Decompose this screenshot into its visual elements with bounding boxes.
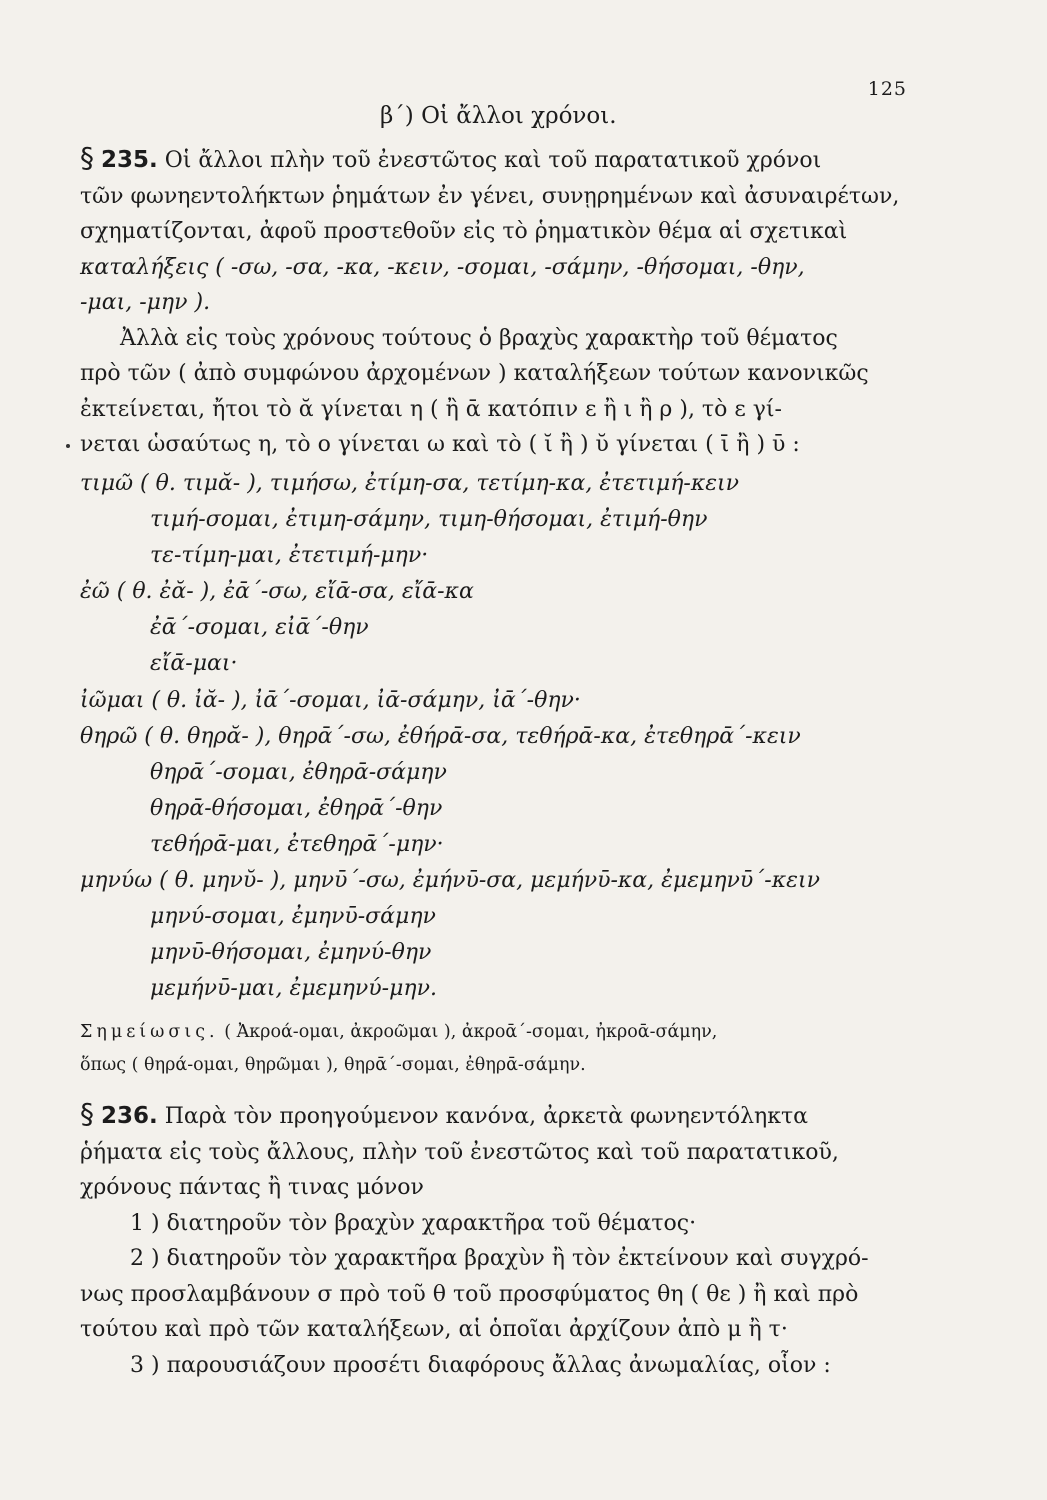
verb-line: θηρῶ ( θ. θηρᾰ- ), θηρᾱ΄-σω, ἐθήρᾱ-σα, τεθήρᾱ-κα, ἐτεθηρᾱ΄-κειν xyxy=(80,723,801,749)
note-label: Σημείωσις. xyxy=(80,1022,219,1042)
page-number: 125 xyxy=(867,78,907,100)
paragraph-236 xyxy=(80,1096,920,1383)
verb-line: μηνύω ( θ. μηνῠ- ), μηνῡ΄-σω, ἐμήνῡ-σα, μεμήνῡ-κα, ἐμεμηνῡ΄-κειν xyxy=(80,868,820,894)
note-row-1: ὅπως ( θηρά-ομαι, θηρῶμαι ), θηρᾱ΄-σομαι, ἐθηρᾱ-σάμην. xyxy=(80,1055,586,1075)
section-symbol: § xyxy=(80,141,94,174)
verb-line: εἴᾱ-μαι· xyxy=(150,651,238,677)
p235-row-3: καταλήξεις ( -σω, -σα, -κα, -κειν, -σομαι, -σάμην, -θήσομαι, -θην, xyxy=(80,254,805,280)
verb-line: ἐᾱ΄-σομαι, εἰᾱ΄-θην xyxy=(150,615,369,641)
p236-item-2: 2 ) διατηροῦν τὸν χαρακτῆρα βραχὺν ἢ τὸν ἐκτείνουν καὶ συγχρό- xyxy=(130,1246,869,1271)
section-symbol: § xyxy=(80,1097,94,1130)
verb-line: ἐῶ ( θ. ἐᾰ- ), ἐᾱ΄-σω, εἴᾱ-σα, εἴᾱ-κα xyxy=(80,579,474,605)
p235-row-1: τῶν φωνηεντολήκτων ῥημάτων ἐν γένει, συνῃρημένων καὶ ἀσυναιρέτων, xyxy=(80,183,900,209)
note-block xyxy=(80,1016,920,1082)
verb-line: τεθήρᾱ-μαι, ἐτεθηρᾱ΄-μην· xyxy=(150,831,444,857)
p236-item-3: 3 ) παρουσιάζουν προσέτι διαφόρους ἄλλας ἀνωμαλίας, οἷον : xyxy=(130,1352,831,1378)
verb-conjugation-table xyxy=(80,466,940,1007)
verb-line: τε-τίμη-μαι, ἐτετιμή-μην· xyxy=(150,543,429,569)
p235-row-4: -μαι, -μην ). xyxy=(80,290,211,315)
p235-row2-0: Ἀλλὰ εἰς τοὺς χρόνους τούτους ὁ βραχὺς χαρακτὴρ τοῦ θέματος xyxy=(120,325,838,351)
verb-line: ἰῶμαι ( θ. ἰᾰ- ), ἰᾱ΄-σομαι, ἰᾱ-σάμην, ἰᾱ΄-θην· xyxy=(80,687,581,713)
section-heading: β΄) Οἱ ἄλλοι χρόνοι. xyxy=(380,103,617,129)
paragraph-235 xyxy=(80,140,920,463)
p235-row2-2: ἐκτείνεται, ἤτοι τὸ ᾰ γίνεται η ( ἢ ᾱ κατόπιν ε ἢ ι ἢ ρ ), τὸ ε γί- xyxy=(80,396,782,422)
p235-row2-3: νεται ὡσαύτως η, τὸ ο γίνεται ω καὶ τὸ ( ῐ ἢ ) ῠ γίνεται ( ῑ ἢ ) ῡ : xyxy=(80,432,800,457)
p236-item-2-cont-1: τούτου καὶ πρὸ τῶν καταλήξεων, αἱ ὁποῖαι ἀρχίζουν ἀπὸ μ ἢ τ· xyxy=(80,1317,788,1342)
note-row-0: ( Ἀκροά-ομαι, ἀκροῶμαι ), ἀκροᾱ΄-σομαι, ἠκροᾱ-σάμην, xyxy=(224,1022,718,1042)
verb-line: θηρᾱ΄-σομαι, ἐθηρᾱ-σάμην xyxy=(150,759,447,785)
p235-row-2: σχηματίζονται, ἀφοῦ προστεθοῦν εἰς τὸ ῥηματικὸν θέμα αἱ σχετικαὶ xyxy=(80,219,848,244)
verb-line: τιμή-σομαι, ἐτιμη-σάμην, τιμη-θήσομαι, ἐτιμή-θην xyxy=(150,507,708,533)
verb-line: τιμῶ ( θ. τιμᾰ- ), τιμήσω, ἐτίμη-σα, τετίμη-κα, ἐτετιμή-κειν xyxy=(80,471,740,496)
section-number-235: 235. xyxy=(101,147,158,173)
section-number-236: 236. xyxy=(101,1103,158,1129)
verb-line: μηνύ-σομαι, ἐμηνῡ-σάμην xyxy=(150,904,436,930)
verb-line: μηνῡ-θήσομαι, ἐμηνύ-θην xyxy=(150,940,432,966)
p236-item-1: 1 ) διατηροῦν τὸν βραχὺν χαρακτῆρα τοῦ θέματος· xyxy=(130,1210,697,1236)
p235-row2-1: πρὸ τῶν ( ἀπὸ συμφώνου ἀρχομένων ) καταλήξεων τούτων κανονικῶς xyxy=(80,361,869,386)
verb-line: μεμήνῡ-μαι, ἐμεμηνύ-μην. xyxy=(150,976,437,1002)
p235-row-0: Οἱ ἄλλοι πλὴν τοῦ ἐνεστῶτος καὶ τοῦ παρατατικοῦ χρόνοι xyxy=(164,148,822,173)
p236-row-0: Παρὰ τὸν προηγούμενον κανόνα, ἀρκετὰ φωνηεντόληκτα xyxy=(164,1104,809,1129)
p236-row-2: χρόνους πάντας ἢ τινας μόνον xyxy=(80,1175,424,1200)
verb-line: θηρᾱ-θήσομαι, ἐθηρᾱ΄-θην xyxy=(150,795,443,821)
margin-mark xyxy=(66,444,70,448)
p236-row-1: ῥήματα εἰς τοὺς ἄλλους, πλὴν τοῦ ἐνεστῶτος καὶ τοῦ παρατατικοῦ, xyxy=(80,1139,839,1165)
p236-item-2-cont-0: νως προσλαμβάνουν σ πρὸ τοῦ θ τοῦ προσφύματος θη ( θε ) ἢ καὶ πρὸ xyxy=(80,1281,859,1307)
